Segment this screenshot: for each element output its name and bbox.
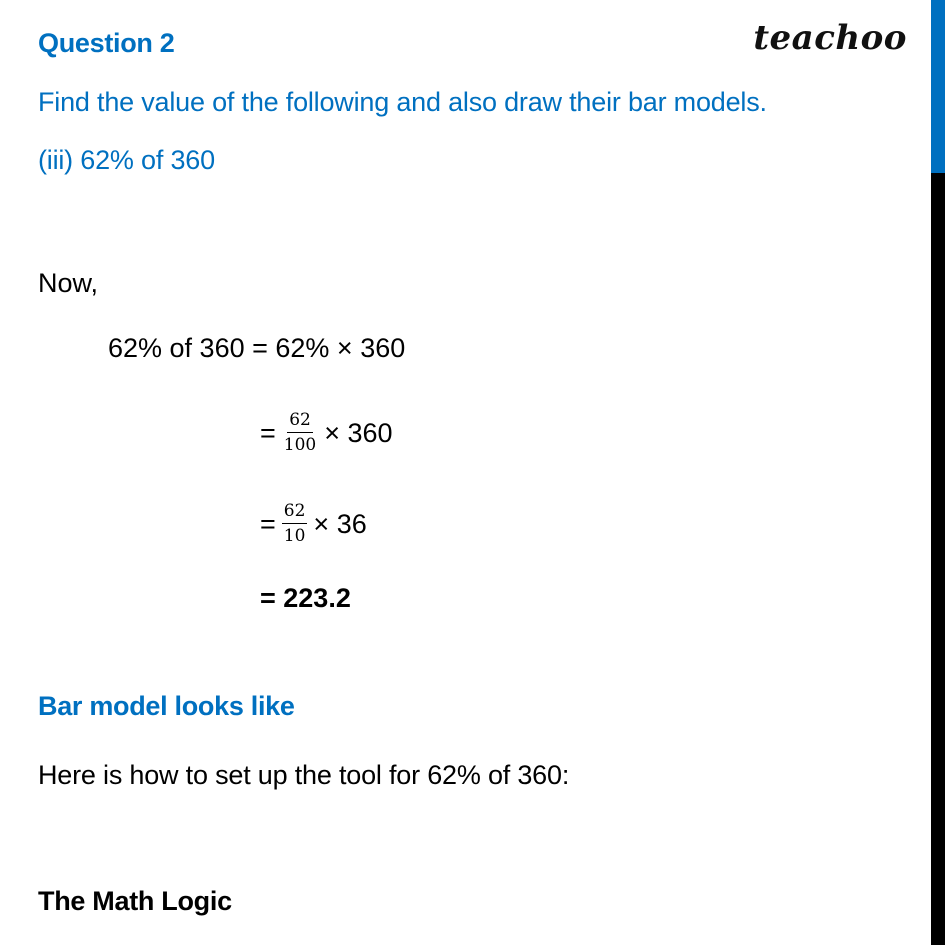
solution-intro: Now, <box>38 268 99 298</box>
equals-sign: = <box>260 417 276 448</box>
teachoo-logo: teachoo <box>753 18 907 58</box>
question-title: Question 2 <box>38 28 175 58</box>
multiplier: × 360 <box>324 417 393 448</box>
multiplier: × 36 <box>313 508 367 539</box>
bar-model-heading: Bar model looks like <box>38 691 295 721</box>
bar-model-setup-text: Here is how to set up the tool for 62% of 360: <box>38 760 570 790</box>
equals-sign: = <box>260 508 276 539</box>
fraction <box>282 503 308 545</box>
math-logic-heading: The Math Logic <box>38 886 232 916</box>
equation-line-1: 62% of 360 = 62% × 360 <box>108 333 406 363</box>
side-strip-accent <box>931 0 945 173</box>
fraction-numerator: 62 <box>287 412 313 433</box>
fraction <box>282 412 318 454</box>
fraction-numerator: 62 <box>282 503 308 524</box>
fraction-denominator: 100 <box>283 435 317 455</box>
question-subpart: (iii) 62% of 360 <box>38 145 215 175</box>
equation-line-2 <box>260 412 393 454</box>
equation-result: = 223.2 <box>260 583 351 613</box>
side-strip <box>931 0 945 945</box>
equation-line-3 <box>260 503 367 545</box>
question-prompt: Find the value of the following and also draw their bar models. <box>38 87 767 117</box>
fraction-denominator: 10 <box>283 526 306 546</box>
